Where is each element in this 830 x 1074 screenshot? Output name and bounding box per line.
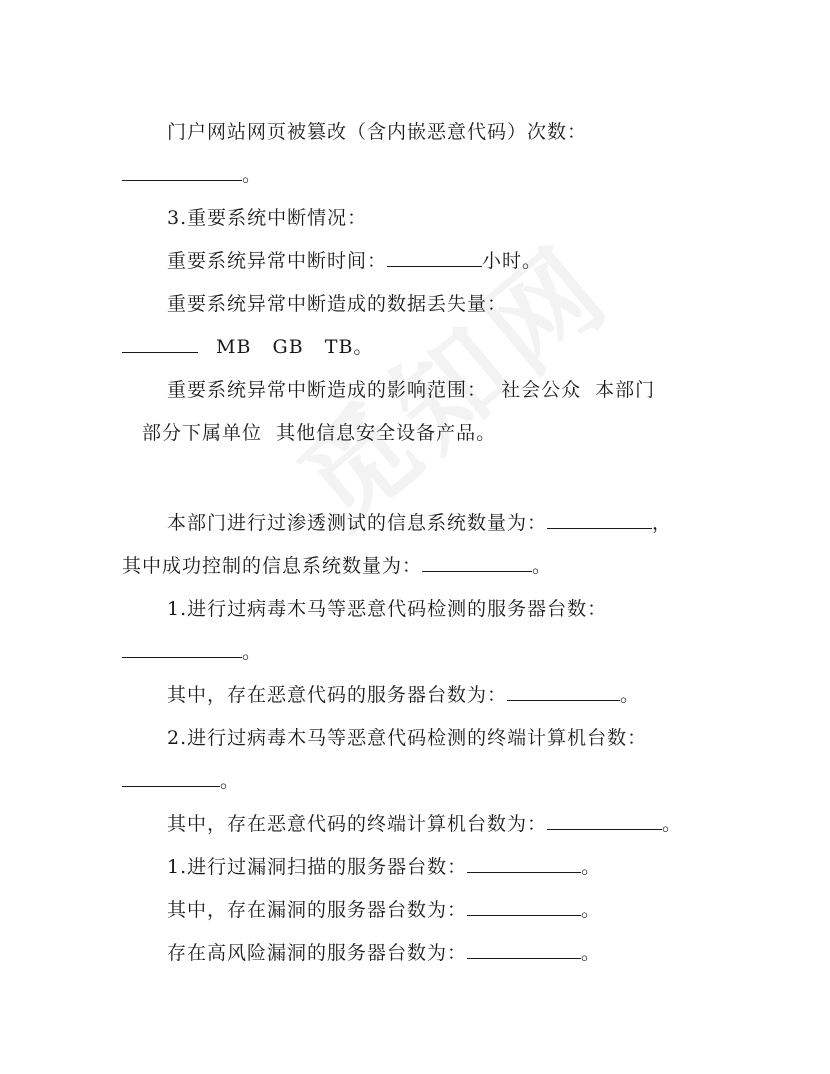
text: 其中，存在恶意代码的服务器台数为：	[167, 684, 508, 706]
fill-blank[interactable]	[507, 682, 620, 701]
text: 。	[620, 684, 641, 706]
text: 本部门进行过渗透测试的信息系统数量为：	[167, 512, 548, 534]
line-server-malware-scan	[167, 594, 607, 621]
line-impact-scope-cont	[142, 418, 496, 445]
line-terminal-malware-scan	[167, 723, 647, 750]
line-vuln-scan-servers	[167, 852, 601, 879]
line-interrupt-time	[167, 246, 542, 273]
text: 门户网站网页被篡改（含内嵌恶意代码）次数：	[167, 121, 588, 143]
line-high-risk-vuln-servers	[167, 938, 601, 965]
fill-blank[interactable]	[422, 553, 532, 572]
fill-blank[interactable]	[467, 940, 581, 959]
line-data-loss	[167, 289, 507, 316]
fill-blank[interactable]	[547, 510, 652, 529]
text: 。	[662, 813, 683, 835]
line-tamper-blank	[122, 160, 262, 187]
fill-blank[interactable]	[467, 854, 581, 873]
text: 其中，存在漏洞的服务器台数为：	[167, 899, 468, 921]
line-terminal-malware-scan-blank	[122, 766, 240, 793]
line-pentest-controlled	[122, 551, 552, 578]
text: 2.进行过病毒木马等恶意代码检测的终端计算机台数：	[167, 727, 648, 749]
text: 部分下属单位 其他信息安全设备产品。	[142, 422, 497, 444]
line-server-malware-found	[167, 680, 640, 707]
fill-blank[interactable]	[122, 639, 242, 658]
text: 。	[581, 856, 602, 878]
section-heading-3	[167, 203, 367, 230]
text: 。	[532, 555, 553, 577]
line-pentest-count	[167, 508, 672, 535]
fill-blank[interactable]	[122, 162, 242, 181]
text: 重要系统异常中断时间：	[167, 250, 388, 272]
line-tamper-count	[167, 117, 587, 144]
text: 。	[242, 164, 263, 186]
fill-blank[interactable]	[122, 768, 220, 787]
text: 其中成功控制的信息系统数量为：	[122, 555, 423, 577]
text: 1.进行过病毒木马等恶意代码检测的服务器台数：	[167, 598, 608, 620]
text: 3.重要系统中断情况：	[167, 207, 368, 229]
text: 小时。	[482, 250, 543, 272]
text: 1.进行过漏洞扫描的服务器台数：	[167, 856, 468, 878]
fill-blank[interactable]	[387, 248, 482, 267]
fill-blank[interactable]	[122, 334, 198, 353]
units-text: MB GB TB。	[216, 336, 374, 358]
fill-blank[interactable]	[547, 811, 662, 830]
text: ，	[652, 512, 673, 534]
line-terminal-malware-found	[167, 809, 682, 836]
text: 。	[242, 641, 263, 663]
line-data-loss-units	[122, 332, 373, 359]
text: 存在高风险漏洞的服务器台数为：	[167, 942, 468, 964]
text: 。	[581, 899, 602, 921]
text: 。	[220, 770, 241, 792]
text: 重要系统异常中断造成的影响范围： 社会公众 本部门	[167, 379, 656, 401]
fill-blank[interactable]	[467, 897, 581, 916]
text: 重要系统异常中断造成的数据丢失量：	[167, 293, 508, 315]
line-vuln-servers	[167, 895, 601, 922]
line-server-malware-scan-blank	[122, 637, 262, 664]
line-impact-scope	[167, 375, 655, 402]
text: 。	[581, 942, 602, 964]
text: 其中，存在恶意代码的终端计算机台数为：	[167, 813, 548, 835]
